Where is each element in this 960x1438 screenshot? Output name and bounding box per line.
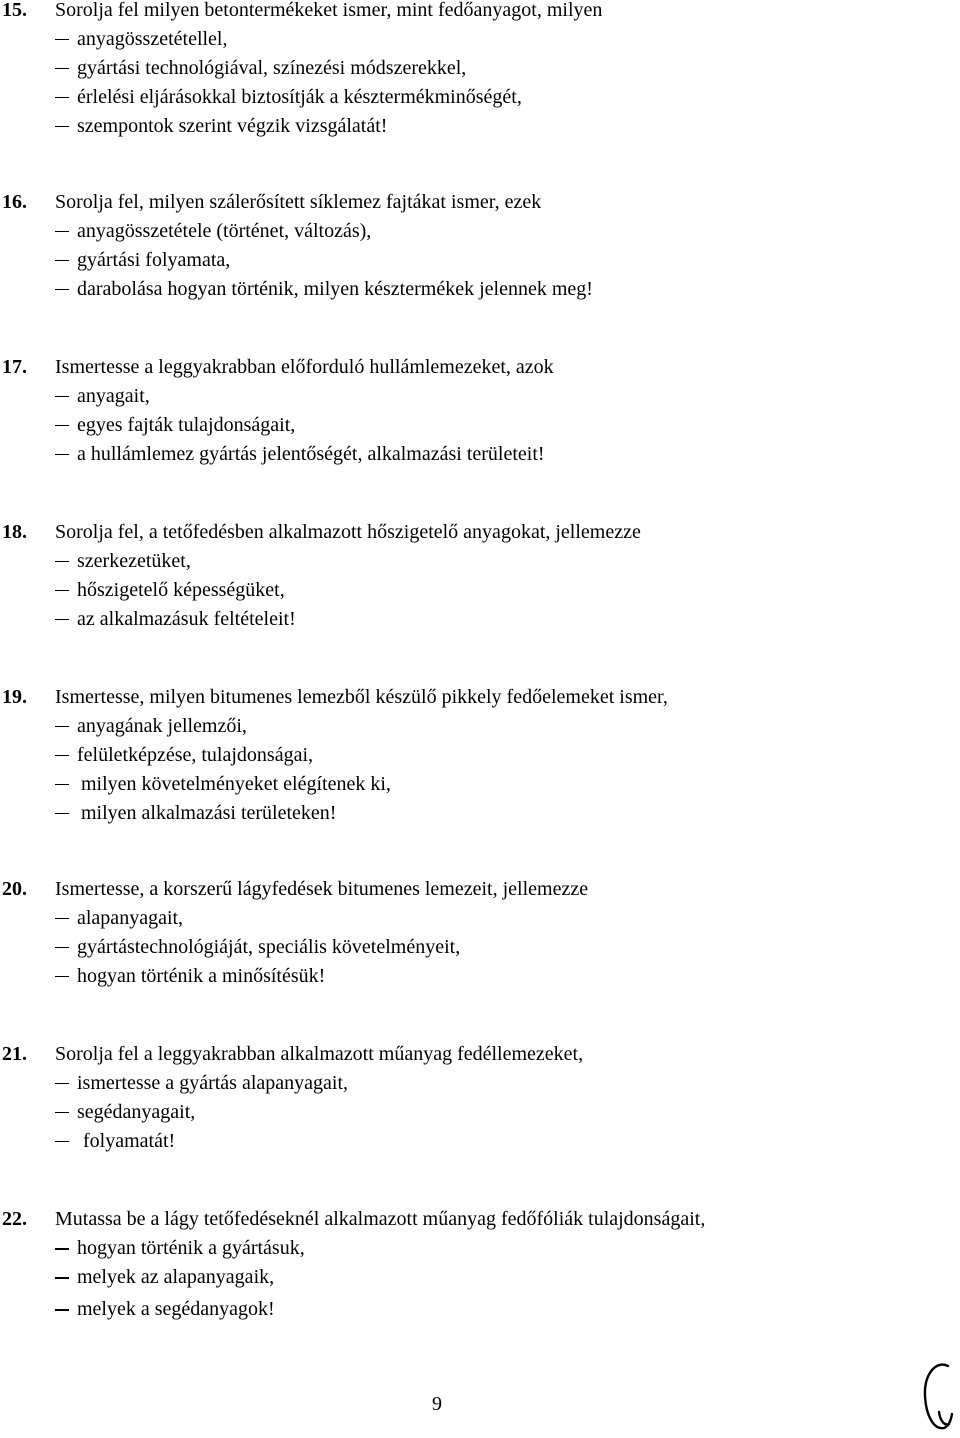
dash-bullet-icon bbox=[55, 126, 69, 127]
list-item-text: melyek a segédanyagok! bbox=[77, 1298, 275, 1320]
list-item bbox=[0, 25, 960, 54]
list-item-text: anyagának jellemzői, bbox=[77, 715, 247, 737]
list-item bbox=[0, 112, 960, 141]
list-item bbox=[0, 217, 960, 246]
dash-bullet-icon bbox=[55, 260, 69, 261]
dash-bullet-icon bbox=[55, 726, 69, 727]
dash-bullet-icon bbox=[55, 1248, 69, 1250]
dash-bullet-icon bbox=[55, 396, 69, 397]
list-item-text: az alkalmazásuk feltételeit! bbox=[77, 608, 296, 630]
list-item-text: gyártási folyamata, bbox=[77, 249, 231, 271]
question-number: 20. bbox=[2, 878, 27, 900]
question-item-list bbox=[0, 1234, 960, 1324]
question-20 bbox=[0, 875, 960, 991]
question-21 bbox=[0, 1040, 960, 1156]
list-item bbox=[0, 962, 960, 991]
list-item-text: milyen alkalmazási területeken! bbox=[81, 802, 337, 824]
dash-bullet-icon bbox=[55, 918, 69, 919]
list-item bbox=[0, 1098, 960, 1127]
dash-bullet-icon bbox=[55, 1277, 69, 1279]
question-heading bbox=[0, 353, 960, 382]
list-item bbox=[0, 1069, 960, 1098]
dash-bullet-icon bbox=[55, 619, 69, 620]
question-heading bbox=[0, 1040, 960, 1069]
question-number: 19. bbox=[2, 686, 27, 708]
list-item-text: a hullámlemez gyártás jelentőségét, alkalmazási területeit! bbox=[77, 443, 545, 465]
question-15 bbox=[0, 0, 960, 141]
list-item bbox=[0, 411, 960, 440]
list-item-text: hőszigetelő képességüket, bbox=[77, 579, 285, 601]
question-item-list bbox=[0, 904, 960, 991]
list-item bbox=[0, 605, 960, 634]
list-item-text: milyen követelményeket elégítenek ki, bbox=[81, 773, 391, 795]
list-item bbox=[0, 54, 960, 83]
dash-bullet-icon bbox=[55, 97, 69, 98]
list-item-text: gyártástechnológiáját, speciális követelményeit, bbox=[77, 936, 461, 958]
list-item-text: felületképzése, tulajdonságai, bbox=[77, 744, 314, 766]
list-item-text: szempontok szerint végzik vizsgálatát! bbox=[77, 115, 388, 137]
dash-bullet-icon bbox=[55, 1112, 69, 1113]
list-item bbox=[0, 275, 960, 304]
question-text: Sorolja fel, milyen szálerősített síklemez fajtákat ismer, ezek bbox=[55, 191, 542, 213]
dash-bullet-icon bbox=[55, 39, 69, 40]
list-item-text: darabolása hogyan történik, milyen késztermékek jelennek meg! bbox=[77, 278, 593, 300]
list-item-text: egyes fajták tulajdonságait, bbox=[77, 414, 296, 436]
question-heading bbox=[0, 875, 960, 904]
list-item bbox=[0, 799, 960, 828]
list-item bbox=[0, 547, 960, 576]
question-text: Ismertesse, milyen bitumenes lemezből készülő pikkely fedőelemeket ismer, bbox=[55, 686, 668, 708]
list-item bbox=[0, 933, 960, 962]
question-22 bbox=[0, 1205, 960, 1324]
list-item-text: ismertesse a gyártás alapanyagait, bbox=[77, 1072, 348, 1094]
dash-bullet-icon bbox=[55, 1309, 69, 1311]
question-19 bbox=[0, 683, 960, 828]
dash-bullet-icon bbox=[55, 289, 69, 290]
dash-bullet-icon bbox=[55, 561, 69, 562]
dash-bullet-icon bbox=[55, 976, 69, 977]
dash-bullet-icon bbox=[55, 947, 69, 948]
list-item bbox=[0, 83, 960, 112]
question-text: Ismertesse, a korszerű lágyfedések bitumenes lemezeit, jellemezze bbox=[55, 878, 589, 900]
dash-bullet-icon bbox=[55, 68, 69, 69]
dash-bullet-icon bbox=[55, 425, 69, 426]
question-17 bbox=[0, 353, 960, 469]
question-16 bbox=[0, 188, 960, 304]
question-text: Sorolja fel milyen betontermékeket ismer, mint fedőanyagot, milyen bbox=[55, 0, 603, 21]
dash-bullet-icon bbox=[55, 1083, 69, 1084]
dash-bullet-icon bbox=[55, 454, 69, 455]
list-item bbox=[0, 1234, 960, 1263]
question-text: Sorolja fel, a tetőfedésben alkalmazott hőszigetelő anyagokat, jellemezze bbox=[55, 521, 641, 543]
list-item bbox=[0, 1127, 960, 1156]
list-item bbox=[0, 576, 960, 605]
dash-bullet-icon bbox=[55, 813, 69, 814]
list-item bbox=[0, 1295, 960, 1324]
question-item-list bbox=[0, 712, 960, 828]
list-item bbox=[0, 440, 960, 469]
list-item bbox=[0, 246, 960, 275]
list-item-text: hogyan történik a minősítésük! bbox=[77, 965, 326, 987]
list-item-text: melyek az alapanyagaik, bbox=[77, 1266, 275, 1288]
list-item-text: anyagösszetétellel, bbox=[77, 28, 228, 50]
dash-bullet-icon bbox=[55, 590, 69, 591]
list-item-text: segédanyagait, bbox=[77, 1101, 196, 1123]
list-item bbox=[0, 904, 960, 933]
list-item bbox=[0, 770, 960, 799]
question-number: 21. bbox=[2, 1043, 27, 1065]
list-item-text: érlelési eljárásokkal biztosítják a késztermékminőségét, bbox=[77, 86, 522, 108]
dash-bullet-icon bbox=[55, 784, 69, 785]
page-number: 9 bbox=[432, 1393, 442, 1415]
question-text: Ismertesse a leggyakrabban előforduló hullámlemezeket, azok bbox=[55, 356, 554, 378]
question-heading bbox=[0, 0, 960, 25]
dash-bullet-icon bbox=[55, 1141, 69, 1142]
question-item-list bbox=[0, 217, 960, 304]
question-heading bbox=[0, 683, 960, 712]
question-heading bbox=[0, 188, 960, 217]
list-item-text: szerkezetüket, bbox=[77, 550, 191, 572]
list-item-text: anyagait, bbox=[77, 385, 150, 407]
question-text: Mutassa be a lágy tetőfedéseknél alkalmazott műanyag fedőfóliák tulajdonságait, bbox=[55, 1208, 706, 1230]
question-number: 17. bbox=[2, 356, 27, 378]
question-number: 18. bbox=[2, 521, 27, 543]
list-item-text: gyártási technológiával, színezési módszerekkel, bbox=[77, 57, 467, 79]
handwritten-signature bbox=[918, 1356, 958, 1436]
list-item-text: anyagösszetétele (történet, változás), bbox=[77, 220, 372, 242]
list-item bbox=[0, 741, 960, 770]
question-number: 16. bbox=[2, 191, 27, 213]
dash-bullet-icon bbox=[55, 231, 69, 232]
question-18 bbox=[0, 518, 960, 634]
list-item-text: hogyan történik a gyártásuk, bbox=[77, 1237, 305, 1259]
question-heading bbox=[0, 518, 960, 547]
question-item-list bbox=[0, 382, 960, 469]
list-item bbox=[0, 1263, 960, 1292]
question-heading bbox=[0, 1205, 960, 1234]
question-number: 15. bbox=[2, 0, 27, 21]
question-number: 22. bbox=[2, 1208, 27, 1230]
question-item-list bbox=[0, 25, 960, 141]
list-item-text: alapanyagait, bbox=[77, 907, 184, 929]
question-item-list bbox=[0, 1069, 960, 1156]
question-text: Sorolja fel a leggyakrabban alkalmazott műanyag fedéllemezeket, bbox=[55, 1043, 584, 1065]
dash-bullet-icon bbox=[55, 755, 69, 756]
list-item bbox=[0, 712, 960, 741]
list-item bbox=[0, 382, 960, 411]
list-item-text: folyamatát! bbox=[83, 1130, 176, 1152]
question-item-list bbox=[0, 547, 960, 634]
